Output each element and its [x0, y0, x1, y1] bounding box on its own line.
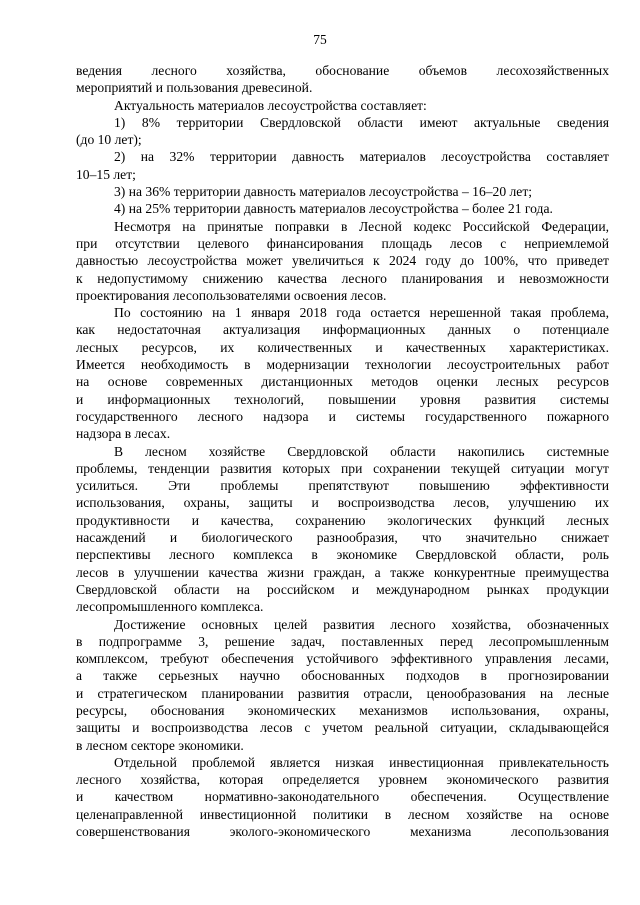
text-line: лесов в улучшении качества жизни граждан, а также конкурентные преимущества	[76, 564, 609, 580]
text-line: целенаправленной инвестиционной политики в лесном хозяйстве на основе	[76, 806, 609, 822]
text-line: Достижение основных целей развития лесного хозяйства, обозначенных	[114, 616, 609, 632]
paragraph	[76, 443, 609, 616]
paragraph	[76, 148, 609, 183]
text-line: 2) на 32% территории давность материалов лесоустройства составляет	[114, 149, 609, 165]
paragraph	[76, 114, 609, 149]
text-line: Свердловской области на российском и международном рынках продукции	[76, 581, 609, 597]
text-line: ведения лесного хозяйства, обоснование объемов лесохозяйственных	[76, 63, 609, 78]
text-line: 1) 8% территории Свердловской области имеют актуальные сведения	[114, 114, 609, 130]
text-line: продуктивности и качества, сохранению экологических функций лесных	[76, 512, 609, 528]
text-line: в подпрограмме 3, решение задач, поставленных перед лесопромышленным	[76, 633, 609, 649]
text-line: 4) на 25% территории давность материалов лесоустройства – более 21 года.	[114, 201, 553, 217]
text-line: усилиться. Эти проблемы препятствуют повышению эффективности	[76, 478, 609, 494]
paragraph	[76, 200, 609, 217]
text-line: при отсутствии целевого финансирования площадь лесов с неприемлемой	[76, 235, 609, 251]
text-line: (до 10 лет);	[76, 132, 142, 148]
paragraph	[76, 304, 609, 442]
paragraph	[76, 183, 609, 200]
text-line: государственного лесного надзора и системы государственного пожарного	[76, 408, 609, 424]
text-line: мероприятий и пользования древесиной.	[76, 80, 313, 96]
text-line: 3) на 36% территории давность материалов лесоустройства – 16–20 лет;	[114, 184, 533, 200]
text-line: 10–15 лет;	[76, 166, 136, 182]
text-line: на основе современных дистанционных методов оценки лесных ресурсов	[76, 374, 609, 390]
text-line: Имеется необходимость в модернизации технологии лесоустроительных работ	[76, 357, 609, 373]
paragraph	[76, 97, 609, 114]
text-line: и качеством нормативно-законодательного обеспечения. Осуществление	[76, 789, 609, 805]
document-body	[76, 62, 609, 840]
text-line: лесного хозяйства, которая определяется уровнем экономического развития	[76, 772, 609, 788]
text-line: и стратегическом планировании развития отрасли, ценообразования на лесные	[76, 685, 609, 701]
paragraph	[76, 62, 609, 97]
text-line: По состоянию на 1 января 2018 года остается нерешенной такая проблема,	[114, 305, 609, 321]
text-line: надзора в лесах.	[76, 426, 171, 442]
text-line: Отдельной проблемой является низкая инвестиционная привлекательность	[114, 754, 609, 770]
paragraph	[76, 754, 609, 840]
text-line: защиты и воспроизводства лесов с учетом реальной ситуации, складывающейся	[76, 720, 609, 736]
paragraph	[76, 616, 609, 754]
text-line: В лесном хозяйстве Свердловской области накопились системные	[114, 443, 609, 459]
page-number: 75	[313, 32, 327, 47]
text-line: давностью лесоустройства может увеличиться к 2024 году до 100%, что приведет	[76, 253, 609, 269]
text-line: и информационных технологий, повышении уровня развития системы	[76, 391, 609, 407]
text-line: к недопустимому снижению качества лесного планирования и невозможности	[76, 270, 609, 286]
text-line: проблемы, тенденции развития которых при сохранении текущей ситуации могут	[76, 460, 609, 476]
text-line: перспективы лесного комплекса в экономике Свердловской области, роль	[76, 547, 609, 563]
text-line: лесных ресурсов, их количественных и качественных характеристиках.	[76, 339, 609, 355]
text-line: Актуальность материалов лесоустройства составляет:	[114, 97, 427, 113]
text-line: а также серьезных научно обоснованных подходов в прогнозировании	[76, 668, 609, 684]
text-line: ресурсы, обоснования экономических механизмов использования, охраны,	[76, 702, 609, 718]
text-line: комплексом, требуют обеспечения устойчивого эффективного управления лесами,	[76, 651, 609, 667]
text-line: проектирования лесопользователями освоения лесов.	[76, 287, 387, 303]
text-line: насаждений и биологического разнообразия, что значительно снижает	[76, 530, 609, 546]
text-line: использования, охраны, защиты и воспроизводства лесов, улучшению их	[76, 495, 609, 511]
paragraph	[76, 218, 609, 304]
text-line: лесопромышленного комплекса.	[76, 599, 264, 615]
text-line: как недостаточная актуализация информационных данных о потенциале	[76, 322, 609, 338]
text-line: в лесном секторе экономики.	[76, 737, 244, 753]
text-line: Несмотря на принятые поправки в Лесной кодекс Российской Федерации,	[114, 218, 609, 234]
text-line: совершенствования эколого-экономического механизма лесопользования	[76, 824, 609, 840]
